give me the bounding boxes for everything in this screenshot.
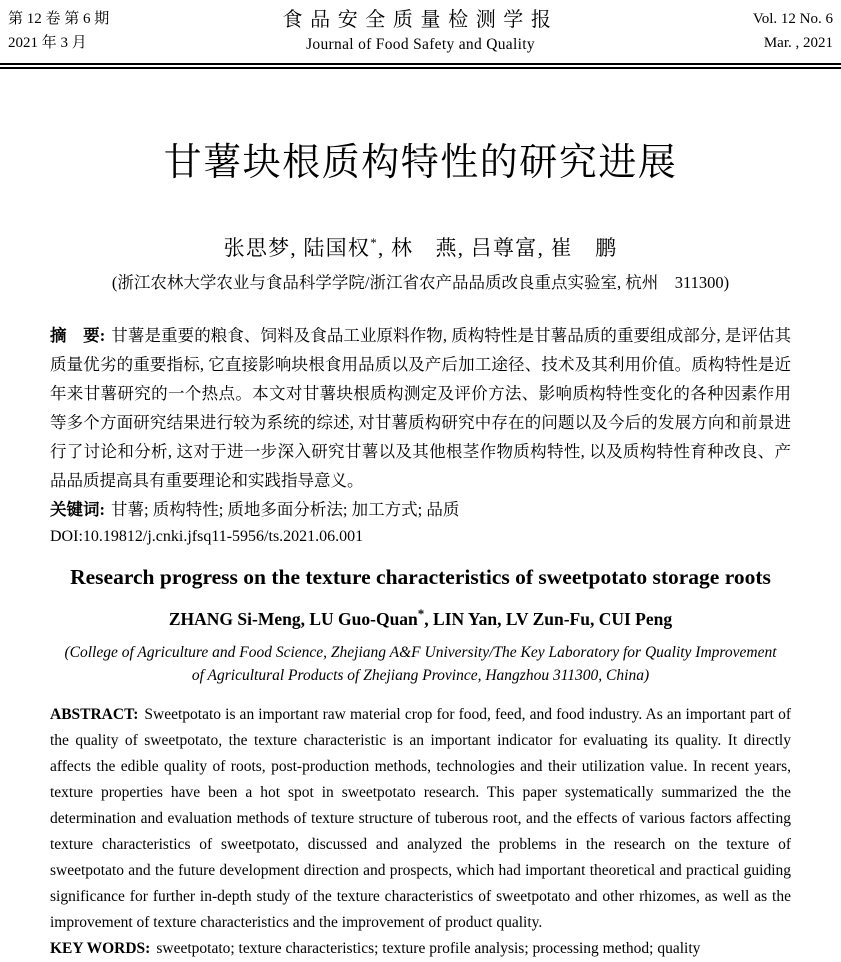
journal-header — [0, 0, 841, 61]
keywords-en-label: KEY WORDS: — [50, 939, 151, 957]
date-zh: 2021 年 3 月 — [8, 35, 87, 51]
authors-en — [50, 602, 791, 631]
keywords-zh — [50, 495, 791, 524]
abstract-zh — [50, 321, 791, 495]
authors-en-text-rest: , LIN Yan, LV Zun-Fu, CUI Peng — [424, 608, 673, 629]
header-left — [8, 7, 168, 55]
corresponding-author-asterisk-en: * — [417, 606, 425, 621]
date-en: Mar. , 2021 — [763, 35, 833, 51]
authors-zh — [50, 229, 791, 262]
authors-zh-text-rest: , 林 燕, 吕尊富, 崔 鹏 — [377, 236, 618, 260]
doi: DOI:10.19812/j.cnki.jfsq11-5956/ts.2021.06.001 — [50, 528, 364, 545]
keywords-en-text: sweetpotato; texture characteristics; texture profile analysis; processing method; quality — [156, 939, 701, 957]
keywords-zh-label: 关键词: — [50, 500, 105, 519]
header-right — [673, 7, 833, 55]
keywords-en — [50, 936, 791, 962]
article-title-zh: 甘薯块根质构特性的研究进展 — [163, 142, 678, 184]
authors-zh-text: 张思梦, 陆国权 — [223, 236, 371, 260]
article-title-en: Research progress on the texture characteristics of sweetpotato storage roots — [70, 565, 771, 589]
header-divider — [0, 63, 841, 69]
volume-issue-zh: 第 12 卷 第 6 期 — [8, 11, 110, 27]
abstract-en-text: Sweetpotato is an important raw material crop for food, feed, and food industry. As an important part of the quality of sweetpotato, the texture characteristic is an important indicator for evaluating its quality. It directly affects the edible quality of roots, post-production methods, technologies and their utilization value. In recent years, texture properties have been a hot spot in sweetpotato research. This paper systematically summarized the the determination and evaluation methods of texture structure of tuberous root, and the effects of various factors affecting texture characteristics of sweetpotato, discussed and analyzed the problems in the research on the texture of sweetpotato and the future development direction and prospects, which had important theoretical and practical guiding significance for further in-depth study of the texture characteristics of sweetpotato and other rhizomes, as well as the improvement of texture characteristics and the improvement of product quality. — [50, 705, 791, 931]
article — [0, 139, 841, 962]
keywords-zh-text: 甘薯; 质构特性; 质地多面分析法; 加工方式; 品质 — [111, 500, 460, 519]
abstract-zh-label: 摘 要: — [50, 326, 106, 345]
header-center — [168, 7, 673, 57]
journal-title-zh: 食品安全质量检测学报 — [282, 9, 559, 31]
volume-issue-en: Vol. 12 No. 6 — [752, 11, 833, 27]
affiliation-en: (College of Agriculture and Food Science, Zhejiang A&F University/The Key Laboratory for Quality Improvement of Agricultural Products of Zhejiang Province, Hangzhou 311300, China) — [64, 643, 777, 684]
abstract-en-label: ABSTRACT: — [50, 705, 139, 723]
journal-title-en: Journal of Food Safety and Quality — [306, 36, 535, 53]
affiliation-zh: (浙江农林大学农业与食品科学学院/浙江省农产品品质改良重点实验室, 杭州 311300) — [111, 273, 730, 292]
abstract-zh-text: 甘薯是重要的粮食、饲料及食品工业原料作物, 质构特性是甘薯品质的重要组成部分, 是评估其质量优劣的重要指标, 它直接影响块根食用品质以及产后加工途径、技术及其利用价值。质构特性是近年来甘薯研究的一个热点。本文对甘薯块根质构测定及评价方法、影响质构特性变化的各种因素作用等多个方面研究结果进行较为系统的综述, 对甘薯质构研究中存在的问题以及今后的发展方向和前景进行了讨论和分析, 这对于进一步深入研究甘薯以及其他根茎作物质构特性, 以及质构特性育种改良、产品品质提高具有重要理论和实践指导意义。 — [50, 326, 792, 490]
authors-en-text: ZHANG Si-Meng, LU Guo-Quan — [168, 608, 418, 629]
corresponding-author-asterisk: * — [370, 235, 378, 250]
abstract-en — [50, 702, 791, 936]
